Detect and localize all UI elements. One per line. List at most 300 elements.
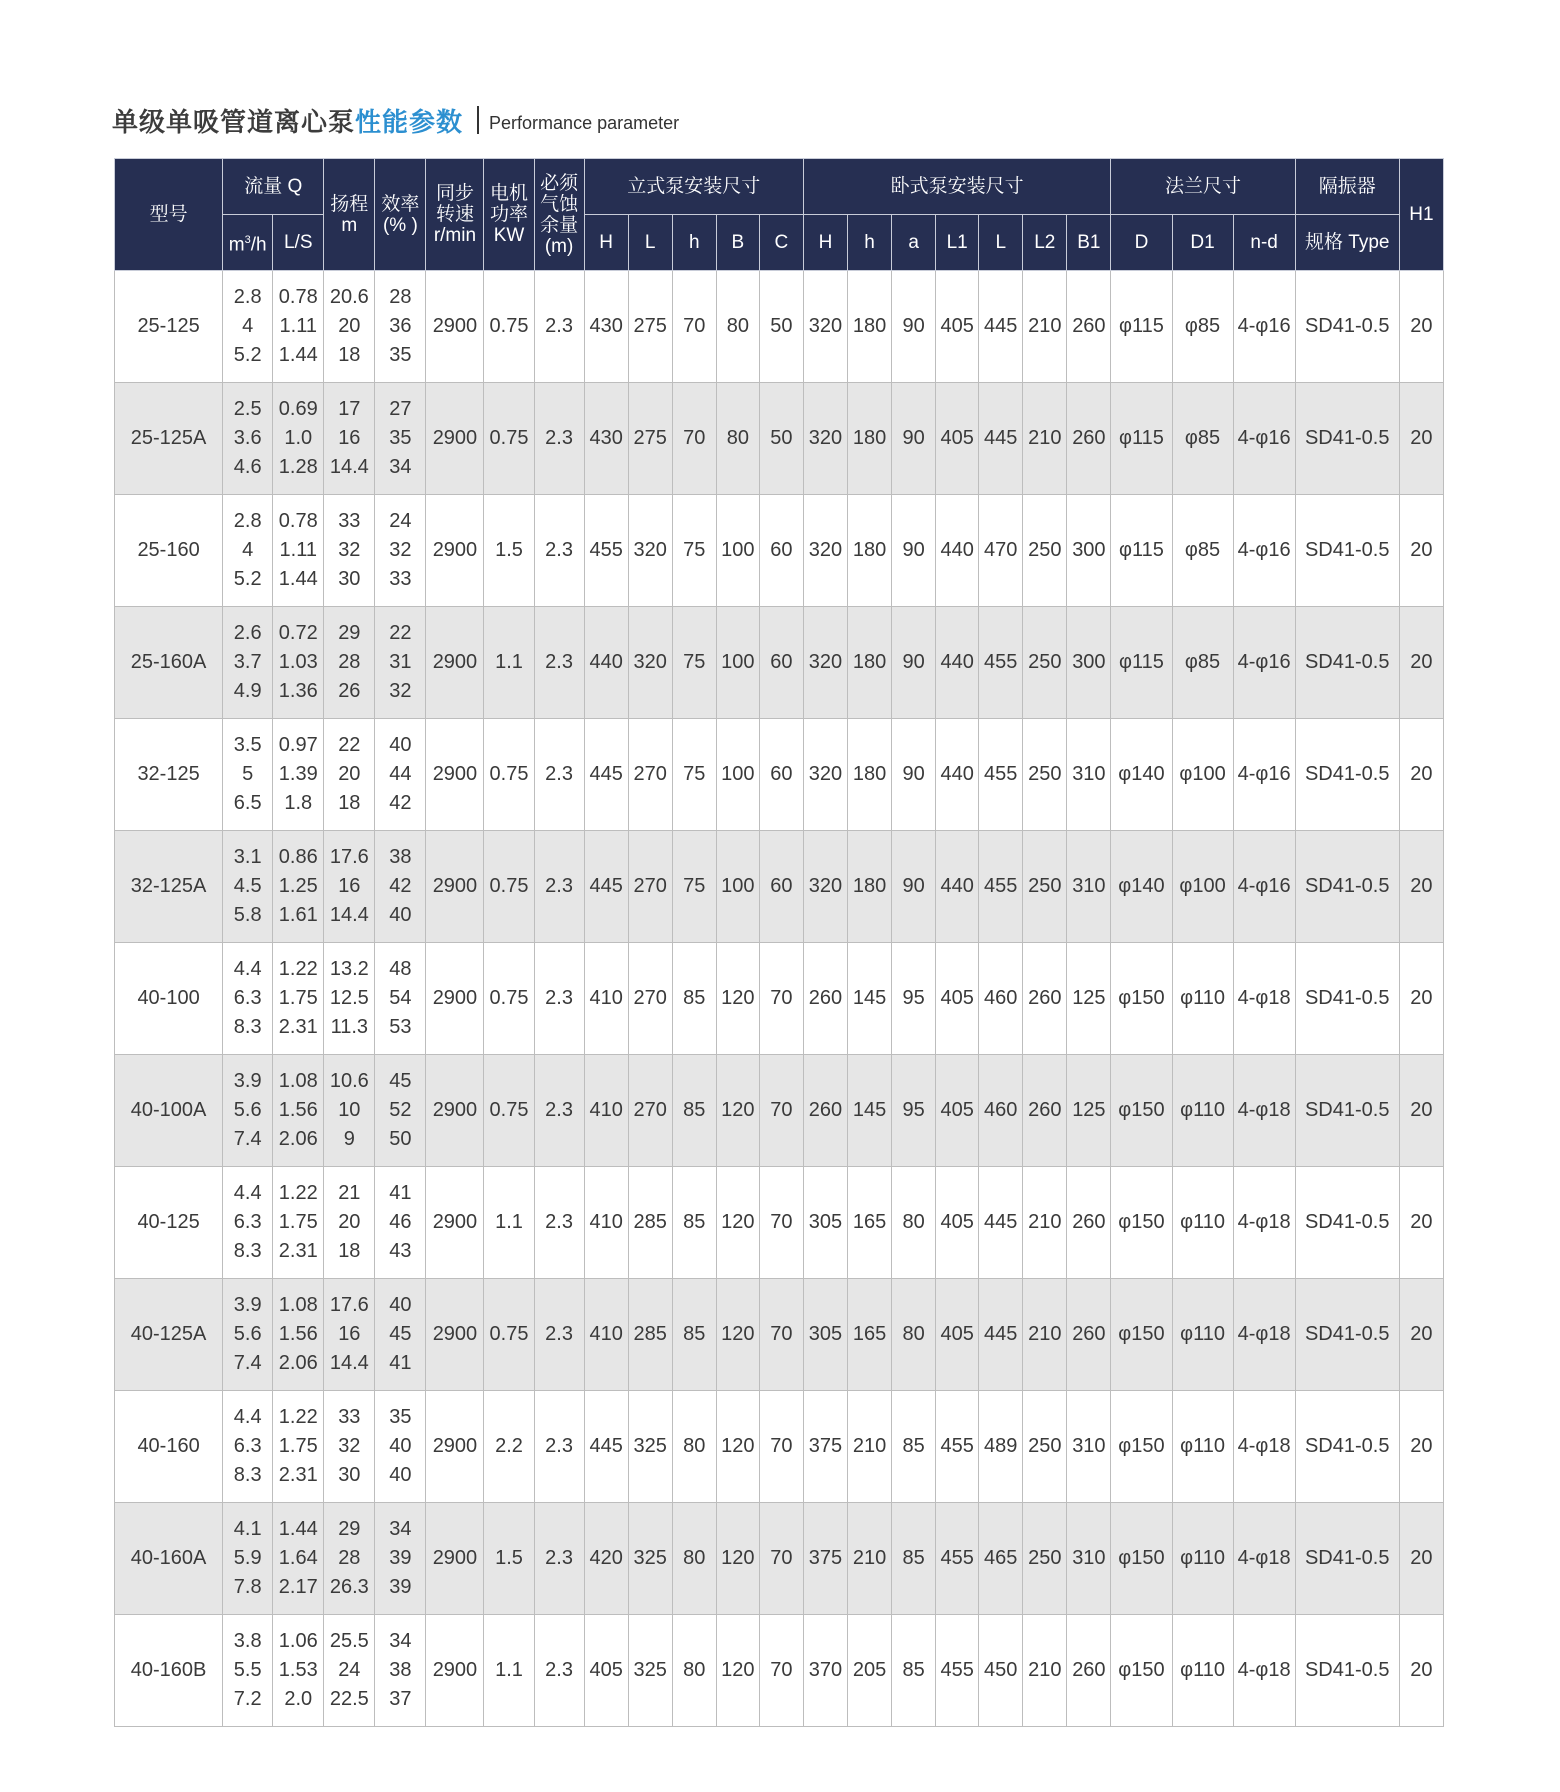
header-flow-ls: L/S [273, 215, 324, 271]
cell-vertical-dim: 410 [584, 943, 628, 1055]
cell-isolator: SD41-0.5 [1295, 271, 1399, 383]
cell-horizontal-dim: 210 [848, 1391, 892, 1503]
cell-head: 33 32 30 [324, 1391, 375, 1503]
table-row [115, 719, 1444, 831]
header-v-H: H [584, 215, 628, 271]
cell-flange-dim: φ85 [1172, 271, 1233, 383]
cell-horizontal-dim: 405 [936, 943, 979, 1055]
cell-h1: 20 [1399, 1503, 1443, 1615]
cell-power: 0.75 [484, 831, 534, 943]
cell-horizontal-dim: 210 [1023, 1279, 1067, 1391]
cell-power: 0.75 [484, 1279, 534, 1391]
cell-horizontal-dim: 210 [1023, 271, 1067, 383]
cell-vertical-dim: 70 [759, 1279, 803, 1391]
cell-horizontal-dim: 250 [1023, 495, 1067, 607]
cell-horizontal-dim: 180 [848, 831, 892, 943]
cell-vertical-dim: 50 [759, 383, 803, 495]
cell-horizontal-dim: 125 [1067, 1055, 1111, 1167]
cell-power: 0.75 [484, 1055, 534, 1167]
header-power: 电机 功率 KW [484, 159, 534, 271]
header-model: 型号 [115, 159, 223, 271]
cell-vertical-dim: 455 [584, 495, 628, 607]
cell-flow-m3h: 4.1 5.9 7.8 [223, 1503, 273, 1615]
cell-power: 0.75 [484, 719, 534, 831]
cell-vertical-dim: 120 [716, 1615, 759, 1727]
cell-isolator: SD41-0.5 [1295, 831, 1399, 943]
cell-npsh: 2.3 [534, 831, 584, 943]
cell-flow-ls: 1.08 1.56 2.06 [273, 1055, 324, 1167]
cell-isolator: SD41-0.5 [1295, 1391, 1399, 1503]
header-f-nd: n-d [1233, 215, 1295, 271]
cell-horizontal-dim: 320 [803, 495, 847, 607]
cell-h1: 20 [1399, 495, 1443, 607]
cell-isolator: SD41-0.5 [1295, 383, 1399, 495]
title-english: Performance parameter [489, 112, 680, 133]
cell-isolator: SD41-0.5 [1295, 1055, 1399, 1167]
cell-power: 0.75 [484, 383, 534, 495]
cell-vertical-dim: 285 [628, 1167, 672, 1279]
cell-flange-dim: 4-φ18 [1233, 943, 1295, 1055]
cell-horizontal-dim: 445 [979, 271, 1023, 383]
cell-efficiency: 24 32 33 [375, 495, 426, 607]
cell-head: 29 28 26.3 [324, 1503, 375, 1615]
cell-horizontal-dim: 455 [979, 719, 1023, 831]
cell-flow-ls: 0.78 1.11 1.44 [273, 271, 324, 383]
cell-flow-m3h: 4.4 6.3 8.3 [223, 943, 273, 1055]
cell-horizontal-dim: 310 [1067, 1503, 1111, 1615]
cell-h1: 20 [1399, 1615, 1443, 1727]
header-efficiency: 效率 (% ) [375, 159, 426, 271]
cell-npsh: 2.3 [534, 271, 584, 383]
cell-flow-m3h: 3.8 5.5 7.2 [223, 1615, 273, 1727]
cell-speed: 2900 [426, 1503, 484, 1615]
cell-horizontal-dim: 250 [1023, 719, 1067, 831]
cell-flange-dim: 4-φ16 [1233, 607, 1295, 719]
cell-speed: 2900 [426, 1279, 484, 1391]
cell-h1: 20 [1399, 383, 1443, 495]
cell-flow-ls: 0.97 1.39 1.8 [273, 719, 324, 831]
cell-horizontal-dim: 180 [848, 271, 892, 383]
cell-flow-ls: 1.06 1.53 2.0 [273, 1615, 324, 1727]
header-flow: 流量 Q [223, 159, 324, 215]
cell-power: 1.1 [484, 1615, 534, 1727]
cell-horizontal-dim: 260 [1023, 943, 1067, 1055]
cell-efficiency: 41 46 43 [375, 1167, 426, 1279]
cell-horizontal-dim: 90 [892, 271, 936, 383]
cell-horizontal-dim: 180 [848, 719, 892, 831]
cell-flow-ls: 0.78 1.11 1.44 [273, 495, 324, 607]
table-row [115, 1167, 1444, 1279]
cell-horizontal-dim: 250 [1023, 831, 1067, 943]
cell-flange-dim: 4-φ16 [1233, 383, 1295, 495]
cell-horizontal-dim: 465 [979, 1503, 1023, 1615]
cell-flange-dim: 4-φ18 [1233, 1391, 1295, 1503]
cell-flange-dim: φ85 [1172, 607, 1233, 719]
header-h-H: H [803, 215, 847, 271]
cell-horizontal-dim: 405 [936, 383, 979, 495]
cell-flow-m3h: 3.5 5 6.5 [223, 719, 273, 831]
table-row [115, 383, 1444, 495]
cell-horizontal-dim: 80 [892, 1279, 936, 1391]
cell-model: 25-160A [115, 607, 223, 719]
header-v-h: h [672, 215, 716, 271]
cell-horizontal-dim: 90 [892, 719, 936, 831]
cell-horizontal-dim: 260 [1023, 1055, 1067, 1167]
cell-vertical-dim: 430 [584, 383, 628, 495]
cell-flange-dim: φ150 [1111, 1503, 1172, 1615]
cell-horizontal-dim: 375 [803, 1503, 847, 1615]
cell-flange-dim: φ100 [1172, 831, 1233, 943]
cell-flange-dim: φ110 [1172, 1615, 1233, 1727]
cell-horizontal-dim: 440 [936, 607, 979, 719]
header-horizontal-install: 卧式泵安装尺寸 [803, 159, 1110, 215]
header-iso-type: 规格 Type [1295, 215, 1399, 271]
cell-h1: 20 [1399, 1055, 1443, 1167]
cell-npsh: 2.3 [534, 1167, 584, 1279]
cell-horizontal-dim: 180 [848, 383, 892, 495]
cell-npsh: 2.3 [534, 1055, 584, 1167]
cell-speed: 2900 [426, 831, 484, 943]
cell-efficiency: 28 36 35 [375, 271, 426, 383]
table-row [115, 1391, 1444, 1503]
cell-h1: 20 [1399, 1391, 1443, 1503]
cell-speed: 2900 [426, 1615, 484, 1727]
cell-flange-dim: 4-φ18 [1233, 1503, 1295, 1615]
cell-flange-dim: φ85 [1172, 383, 1233, 495]
title-divider [477, 106, 479, 134]
cell-horizontal-dim: 250 [1023, 1391, 1067, 1503]
cell-horizontal-dim: 260 [803, 1055, 847, 1167]
header-speed: 同步 转速 r/min [426, 159, 484, 271]
cell-flow-ls: 0.72 1.03 1.36 [273, 607, 324, 719]
cell-flange-dim: 4-φ16 [1233, 271, 1295, 383]
cell-horizontal-dim: 80 [892, 1167, 936, 1279]
cell-flow-m3h: 4.4 6.3 8.3 [223, 1167, 273, 1279]
cell-head: 33 32 30 [324, 495, 375, 607]
cell-vertical-dim: 75 [672, 831, 716, 943]
cell-isolator: SD41-0.5 [1295, 1503, 1399, 1615]
cell-head: 29 28 26 [324, 607, 375, 719]
cell-horizontal-dim: 210 [1023, 1167, 1067, 1279]
cell-efficiency: 40 45 41 [375, 1279, 426, 1391]
cell-efficiency: 48 54 53 [375, 943, 426, 1055]
cell-horizontal-dim: 250 [1023, 607, 1067, 719]
cell-speed: 2900 [426, 271, 484, 383]
cell-head: 21 20 18 [324, 1167, 375, 1279]
cell-horizontal-dim: 210 [1023, 383, 1067, 495]
cell-vertical-dim: 430 [584, 271, 628, 383]
cell-npsh: 2.3 [534, 607, 584, 719]
table-row [115, 607, 1444, 719]
cell-vertical-dim: 325 [628, 1615, 672, 1727]
cell-speed: 2900 [426, 719, 484, 831]
cell-horizontal-dim: 450 [979, 1615, 1023, 1727]
cell-efficiency: 34 38 37 [375, 1615, 426, 1727]
cell-horizontal-dim: 320 [803, 719, 847, 831]
cell-vertical-dim: 100 [716, 831, 759, 943]
cell-horizontal-dim: 489 [979, 1391, 1023, 1503]
cell-flange-dim: φ110 [1172, 1055, 1233, 1167]
cell-flow-m3h: 4.4 6.3 8.3 [223, 1391, 273, 1503]
cell-head: 25.5 24 22.5 [324, 1615, 375, 1727]
cell-horizontal-dim: 90 [892, 607, 936, 719]
cell-efficiency: 22 31 32 [375, 607, 426, 719]
cell-h1: 20 [1399, 831, 1443, 943]
cell-flange-dim: φ110 [1172, 1167, 1233, 1279]
cell-horizontal-dim: 445 [979, 1279, 1023, 1391]
cell-isolator: SD41-0.5 [1295, 495, 1399, 607]
table-row [115, 1615, 1444, 1727]
cell-head: 20.6 20 18 [324, 271, 375, 383]
cell-vertical-dim: 440 [584, 607, 628, 719]
header-h-h: h [848, 215, 892, 271]
cell-horizontal-dim: 445 [979, 383, 1023, 495]
cell-horizontal-dim: 260 [1067, 383, 1111, 495]
title-accent: 性能参数 [355, 106, 464, 137]
cell-h1: 20 [1399, 943, 1443, 1055]
cell-horizontal-dim: 125 [1067, 943, 1111, 1055]
cell-flange-dim: φ150 [1111, 1615, 1172, 1727]
cell-model: 40-100 [115, 943, 223, 1055]
cell-model: 40-125A [115, 1279, 223, 1391]
cell-isolator: SD41-0.5 [1295, 607, 1399, 719]
cell-power: 0.75 [484, 943, 534, 1055]
cell-flange-dim: 4-φ18 [1233, 1279, 1295, 1391]
cell-vertical-dim: 325 [628, 1503, 672, 1615]
cell-vertical-dim: 80 [672, 1615, 716, 1727]
header-h-L1: L1 [936, 215, 979, 271]
cell-horizontal-dim: 375 [803, 1391, 847, 1503]
cell-horizontal-dim: 405 [936, 1279, 979, 1391]
cell-horizontal-dim: 260 [1067, 271, 1111, 383]
header-head: 扬程 m [324, 159, 375, 271]
cell-vertical-dim: 75 [672, 495, 716, 607]
cell-flange-dim: φ150 [1111, 943, 1172, 1055]
cell-horizontal-dim: 445 [979, 1167, 1023, 1279]
cell-model: 25-160 [115, 495, 223, 607]
cell-horizontal-dim: 95 [892, 943, 936, 1055]
cell-horizontal-dim: 305 [803, 1279, 847, 1391]
cell-horizontal-dim: 440 [936, 719, 979, 831]
cell-h1: 20 [1399, 271, 1443, 383]
cell-model: 32-125 [115, 719, 223, 831]
cell-vertical-dim: 120 [716, 1503, 759, 1615]
cell-flow-m3h: 3.1 4.5 5.8 [223, 831, 273, 943]
header-h-a: a [892, 215, 936, 271]
cell-flange-dim: φ150 [1111, 1279, 1172, 1391]
cell-npsh: 2.3 [534, 943, 584, 1055]
cell-flow-ls: 1.44 1.64 2.17 [273, 1503, 324, 1615]
cell-flow-m3h: 2.6 3.7 4.9 [223, 607, 273, 719]
cell-flow-m3h: 3.9 5.6 7.4 [223, 1279, 273, 1391]
cell-model: 40-125 [115, 1167, 223, 1279]
table-row [115, 1055, 1444, 1167]
cell-horizontal-dim: 260 [803, 943, 847, 1055]
header-h-L: L [979, 215, 1023, 271]
cell-flange-dim: φ150 [1111, 1055, 1172, 1167]
cell-vertical-dim: 60 [759, 495, 803, 607]
cell-vertical-dim: 80 [716, 271, 759, 383]
cell-model: 40-160A [115, 1503, 223, 1615]
cell-vertical-dim: 50 [759, 271, 803, 383]
cell-speed: 2900 [426, 495, 484, 607]
cell-flow-m3h: 3.9 5.6 7.4 [223, 1055, 273, 1167]
cell-horizontal-dim: 145 [848, 943, 892, 1055]
cell-isolator: SD41-0.5 [1295, 1167, 1399, 1279]
cell-isolator: SD41-0.5 [1295, 719, 1399, 831]
page-title [112, 100, 679, 140]
cell-flange-dim: φ140 [1111, 831, 1172, 943]
cell-vertical-dim: 85 [672, 1279, 716, 1391]
cell-head: 22 20 18 [324, 719, 375, 831]
cell-model: 25-125A [115, 383, 223, 495]
table-row [115, 1279, 1444, 1391]
cell-flange-dim: φ150 [1111, 1391, 1172, 1503]
cell-model: 32-125A [115, 831, 223, 943]
cell-vertical-dim: 410 [584, 1167, 628, 1279]
cell-horizontal-dim: 85 [892, 1391, 936, 1503]
header-flow-m3h: $m^3/h$ [223, 215, 273, 271]
cell-model: 40-100A [115, 1055, 223, 1167]
header-flange: 法兰尺寸 [1111, 159, 1295, 215]
cell-vertical-dim: 85 [672, 943, 716, 1055]
table-row [115, 495, 1444, 607]
cell-vertical-dim: 275 [628, 271, 672, 383]
cell-horizontal-dim: 165 [848, 1167, 892, 1279]
cell-horizontal-dim: 85 [892, 1615, 936, 1727]
cell-flow-ls: 0.69 1.0 1.28 [273, 383, 324, 495]
cell-vertical-dim: 275 [628, 383, 672, 495]
cell-vertical-dim: 120 [716, 1391, 759, 1503]
cell-speed: 2900 [426, 1391, 484, 1503]
cell-vertical-dim: 60 [759, 831, 803, 943]
cell-vertical-dim: 285 [628, 1279, 672, 1391]
cell-horizontal-dim: 320 [803, 831, 847, 943]
cell-horizontal-dim: 310 [1067, 1391, 1111, 1503]
cell-flange-dim: φ110 [1172, 1503, 1233, 1615]
cell-speed: 2900 [426, 607, 484, 719]
cell-npsh: 2.3 [534, 719, 584, 831]
header-v-B: B [716, 215, 759, 271]
cell-efficiency: 27 35 34 [375, 383, 426, 495]
cell-vertical-dim: 60 [759, 607, 803, 719]
cell-horizontal-dim: 310 [1067, 831, 1111, 943]
cell-vertical-dim: 325 [628, 1391, 672, 1503]
cell-vertical-dim: 120 [716, 1167, 759, 1279]
cell-horizontal-dim: 455 [979, 607, 1023, 719]
cell-vertical-dim: 320 [628, 495, 672, 607]
cell-model: 25-125 [115, 271, 223, 383]
cell-flange-dim: φ115 [1111, 383, 1172, 495]
cell-vertical-dim: 100 [716, 495, 759, 607]
cell-vertical-dim: 445 [584, 1391, 628, 1503]
cell-flow-m3h: 2.5 3.6 4.6 [223, 383, 273, 495]
cell-horizontal-dim: 320 [803, 383, 847, 495]
cell-speed: 2900 [426, 1055, 484, 1167]
cell-power: 0.75 [484, 271, 534, 383]
cell-npsh: 2.3 [534, 1279, 584, 1391]
cell-horizontal-dim: 405 [936, 271, 979, 383]
cell-head: 17.6 16 14.4 [324, 1279, 375, 1391]
cell-flange-dim: φ140 [1111, 719, 1172, 831]
header-npsh: 必须 气蚀 余量 (m) [534, 159, 584, 271]
cell-horizontal-dim: 370 [803, 1615, 847, 1727]
cell-flange-dim: 4-φ18 [1233, 1055, 1295, 1167]
cell-vertical-dim: 85 [672, 1167, 716, 1279]
title-main: 单级单吸管道离心泵 [112, 106, 356, 137]
cell-horizontal-dim: 180 [848, 495, 892, 607]
cell-horizontal-dim: 310 [1067, 719, 1111, 831]
cell-flange-dim: 4-φ18 [1233, 1167, 1295, 1279]
cell-vertical-dim: 70 [672, 271, 716, 383]
cell-vertical-dim: 270 [628, 1055, 672, 1167]
cell-npsh: 2.3 [534, 495, 584, 607]
table-body [115, 271, 1444, 1727]
cell-flange-dim: φ110 [1172, 1391, 1233, 1503]
cell-isolator: SD41-0.5 [1295, 1615, 1399, 1727]
table-row [115, 271, 1444, 383]
cell-model: 40-160B [115, 1615, 223, 1727]
cell-vertical-dim: 120 [716, 1279, 759, 1391]
cell-power: 1.1 [484, 1167, 534, 1279]
cell-horizontal-dim: 300 [1067, 495, 1111, 607]
cell-vertical-dim: 270 [628, 719, 672, 831]
cell-flange-dim: 4-φ16 [1233, 495, 1295, 607]
cell-flow-ls: 0.86 1.25 1.61 [273, 831, 324, 943]
cell-vertical-dim: 70 [759, 1615, 803, 1727]
cell-horizontal-dim: 320 [803, 607, 847, 719]
cell-flange-dim: 4-φ16 [1233, 719, 1295, 831]
cell-speed: 2900 [426, 943, 484, 1055]
cell-vertical-dim: 75 [672, 607, 716, 719]
cell-npsh: 2.3 [534, 1391, 584, 1503]
cell-horizontal-dim: 405 [936, 1055, 979, 1167]
cell-flange-dim: φ110 [1172, 1279, 1233, 1391]
cell-horizontal-dim: 260 [1067, 1615, 1111, 1727]
cell-vertical-dim: 120 [716, 943, 759, 1055]
cell-vertical-dim: 60 [759, 719, 803, 831]
cell-horizontal-dim: 320 [803, 271, 847, 383]
cell-horizontal-dim: 85 [892, 1503, 936, 1615]
cell-vertical-dim: 445 [584, 719, 628, 831]
cell-vertical-dim: 405 [584, 1615, 628, 1727]
cell-npsh: 2.3 [534, 1503, 584, 1615]
cell-flow-m3h: 2.8 4 5.2 [223, 271, 273, 383]
cell-vertical-dim: 420 [584, 1503, 628, 1615]
cell-flow-ls: 1.08 1.56 2.06 [273, 1279, 324, 1391]
cell-npsh: 2.3 [534, 1615, 584, 1727]
cell-power: 2.2 [484, 1391, 534, 1503]
cell-vertical-dim: 100 [716, 607, 759, 719]
cell-horizontal-dim: 90 [892, 495, 936, 607]
cell-efficiency: 38 42 40 [375, 831, 426, 943]
cell-flange-dim: 4-φ18 [1233, 1615, 1295, 1727]
cell-vertical-dim: 85 [672, 1055, 716, 1167]
cell-horizontal-dim: 470 [979, 495, 1023, 607]
performance-table [114, 158, 1444, 1727]
cell-horizontal-dim: 90 [892, 831, 936, 943]
header-v-L: L [628, 215, 672, 271]
header-isolator: 隔振器 [1295, 159, 1399, 215]
header-f-D: D [1111, 215, 1172, 271]
cell-horizontal-dim: 260 [1067, 1167, 1111, 1279]
cell-isolator: SD41-0.5 [1295, 943, 1399, 1055]
cell-horizontal-dim: 300 [1067, 607, 1111, 719]
cell-speed: 2900 [426, 383, 484, 495]
cell-efficiency: 34 39 39 [375, 1503, 426, 1615]
cell-horizontal-dim: 90 [892, 383, 936, 495]
table-row [115, 1503, 1444, 1615]
